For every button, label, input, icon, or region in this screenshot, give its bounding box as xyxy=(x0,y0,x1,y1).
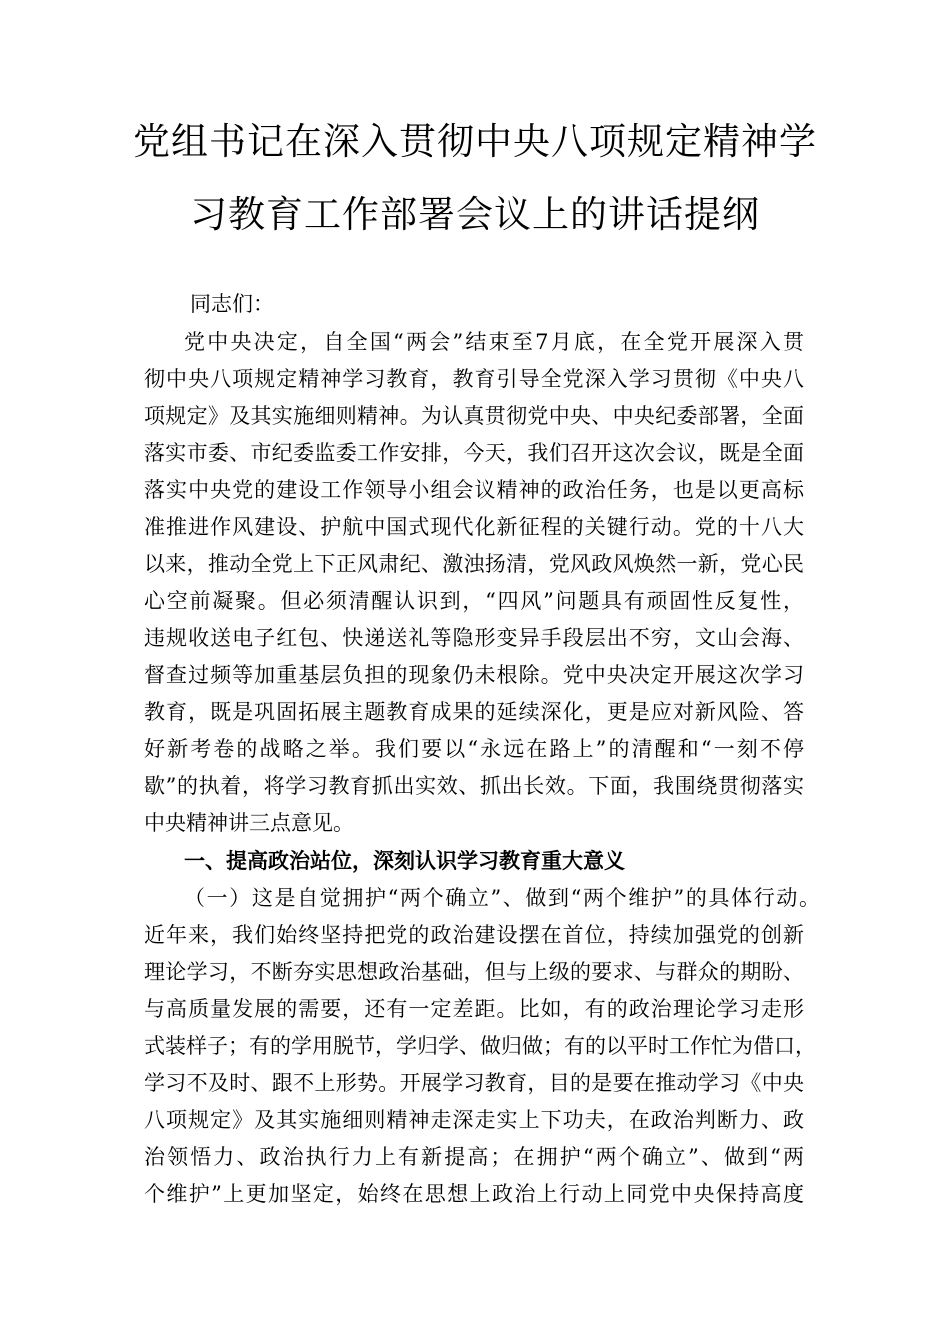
intro-line: 好新考卷的战略之举。我们要以“永远在路上”的清醒和“一刻不停 xyxy=(144,737,804,761)
section-line: 个维护”上更加坚定，始终在思想上政治上行动上同党中央保持高度 xyxy=(144,1182,804,1206)
section-line: 式装样子；有的学用脱节，学归学、做归做；有的以平时工作忙为借口， xyxy=(144,1034,816,1058)
section-heading: 一、提高政治站位，深刻认识学习教育重大意义 xyxy=(184,848,625,873)
intro-line: 督查过频等加重基层负担的现象仍未根除。党中央决定开展这次学习 xyxy=(144,663,804,687)
section-line: 近年来，我们始终坚持把党的政治建设摆在首位，持续加强党的创新 xyxy=(144,923,804,947)
salutation: 同志们： xyxy=(190,292,274,316)
section-line: 治领悟力、政治执行力上有新提高；在拥护“两个确立”、做到“两 xyxy=(144,1145,804,1169)
intro-line: 教育，既是巩固拓展主题教育成果的延续深化，更是应对新风险、答 xyxy=(144,700,804,724)
intro-line: 中央精神讲三点意见。 xyxy=(144,811,354,835)
section-line: 与高质量发展的需要，还有一定差距。比如，有的政治理论学习走形 xyxy=(144,997,804,1021)
intro-line: 准推进作风建设、护航中国式现代化新征程的关键行动。党的十八大 xyxy=(144,515,804,539)
intro-line: 违规收送电子红包、快递送礼等隐形变异手段层出不穷，文山会海、 xyxy=(144,626,804,650)
intro-line: 心空前凝聚。但必须清醒认识到，“四风”问题具有顽固性反复性， xyxy=(144,589,804,613)
intro-line: 以来，推动全党上下正风肃纪、激浊扬清，党风政风焕然一新，党心民 xyxy=(144,552,804,576)
intro-line: 歇”的执着，将学习教育抓出实效、抓出长效。下面，我围绕贯彻落实 xyxy=(144,774,804,798)
document-title-line-2: 习教育工作部署会议上的讲话提纲 xyxy=(190,193,760,236)
intro-line: 落实市委、市纪委监委工作安排，今天，我们召开这次会议，既是全面 xyxy=(144,441,804,465)
intro-line: 彻中央八项规定精神学习教育，教育引导全党深入学习贯彻《中央八 xyxy=(144,367,804,391)
intro-line: 党中央决定，自全国“两会”结束至7月底，在全党开展深入贯 xyxy=(184,330,804,354)
intro-line: 项规定》及其实施细则精神。为认真贯彻党中央、中央纪委部署，全面 xyxy=(144,404,804,428)
intro-line: 落实中央党的建设工作领导小组会议精神的政治任务，也是以更高标 xyxy=(144,478,804,502)
section-line: 八项规定》及其实施细则精神走深走实上下功夫，在政治判断力、政 xyxy=(144,1108,804,1132)
section-line: （一）这是自觉拥护“两个确立”、做到“两个维护”的具体行动。 xyxy=(184,886,820,910)
document-title-line-1: 党组书记在深入贯彻中央八项规定精神学 xyxy=(133,120,817,163)
section-line: 理论学习，不断夯实思想政治基础，但与上级的要求、与群众的期盼、 xyxy=(144,960,804,984)
section-line: 学习不及时、跟不上形势。开展学习教育，目的是要在推动学习《中央 xyxy=(144,1071,804,1095)
